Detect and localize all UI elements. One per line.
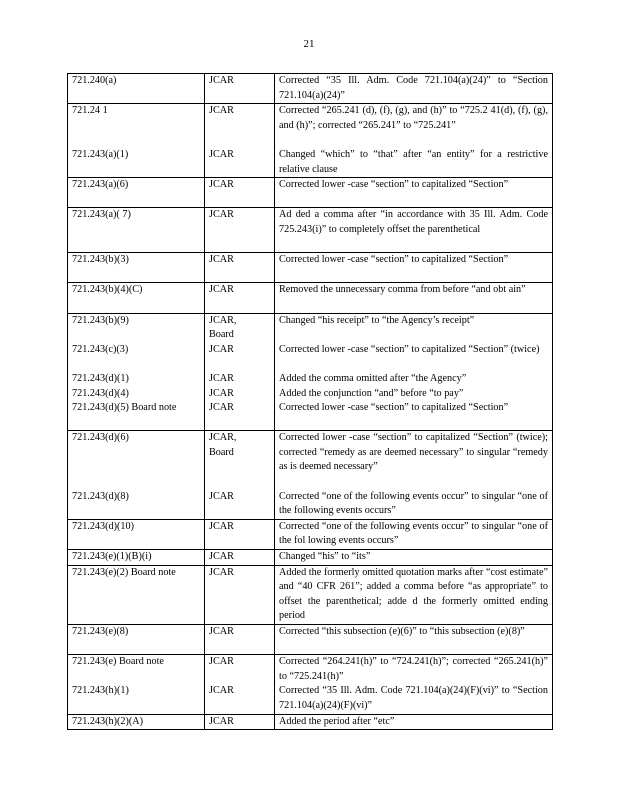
change-text: Corrected lower -case “section” to capitalized “Section” (twice) [279, 343, 540, 355]
section-cell [68, 313, 205, 431]
by-text: JCAR [209, 209, 234, 221]
agency-cell [205, 74, 275, 104]
by-text: JCAR [209, 75, 234, 86]
change-cell [275, 714, 553, 730]
table-row [68, 625, 553, 655]
section-cell [68, 519, 205, 549]
by-text: JCAR [209, 387, 234, 399]
change-text: Corrected “264.241(h)” to “724.241(h)”; corrected “265.241(h)” to “725.241(h)” [279, 656, 548, 682]
section-text: 721.243(a)( 7) [72, 209, 131, 221]
section-text: 721.243(h)(1) [72, 685, 129, 697]
section-text: 721.243(e) Board note [72, 656, 164, 668]
section-cell [68, 208, 205, 253]
section-cell [68, 565, 205, 624]
section-text: 721.243(b)(4)(C) [72, 284, 143, 296]
change-cell [275, 431, 553, 520]
change-cell [275, 565, 553, 624]
section-text: 721.243(e)(8) [72, 626, 129, 638]
by-text: JCAR [209, 490, 234, 502]
change-text: Corrected “this subsection (e)(6)” to “this subsection (e)(8)” [279, 626, 525, 638]
changes-table-body [68, 74, 553, 730]
by-text: JCAR [209, 148, 234, 160]
section-cell [68, 104, 205, 178]
section-text: 721.243(d)(8) [72, 490, 129, 502]
table-row [68, 208, 553, 253]
by-text: JCAR [209, 402, 234, 414]
change-cell [275, 550, 553, 566]
change-text: Corrected “35 Ill. Adm. Code 721.104(a)(24)(F)(vi)” to “Section 721.104(a)(24)(F)(vi)” [279, 685, 548, 711]
change-text: Corrected lower -case “section” to capitalized “Section” [279, 254, 509, 266]
section-text: 721.243(d)(5) Board note [72, 402, 177, 414]
section-cell [68, 714, 205, 730]
agency-cell [205, 253, 275, 283]
change-text: Corrected “one of the following events occur” to singular “one of the fol lowing events occurs” [279, 520, 548, 547]
table-row [68, 519, 553, 549]
section-text: 721.243(a)(6) [72, 179, 129, 191]
change-text: Corrected lower -case “section” to capitalized “Section” [279, 402, 509, 414]
change-cell [275, 655, 553, 714]
section-text: 721.243(e)(2) Board note [72, 566, 176, 578]
by-text: JCAR [209, 254, 234, 266]
section-cell [68, 655, 205, 714]
section-text: 721.24 1 [72, 105, 108, 117]
change-text: Corrected lower -case “section” to capitalized “Section” [279, 179, 509, 191]
change-cell [275, 74, 553, 104]
change-text: Changed “his receipt” to “the Agency’s receipt” [279, 314, 475, 326]
section-text: 721.243(a)(1) [72, 148, 129, 160]
section-cell [68, 550, 205, 566]
table-row [68, 550, 553, 566]
agency-cell [205, 431, 275, 520]
section-text: 721.243(h)(2)(A) [72, 715, 144, 727]
change-text: Changed “which” to “that” after “an entity” for a restrictive relative clause [279, 148, 548, 175]
section-text: 721.243(e)(1)(B)(i) [72, 551, 152, 563]
section-text: 721.243(c)(3) [72, 343, 129, 355]
section-cell [68, 625, 205, 655]
agency-cell [205, 208, 275, 253]
page-number: 21 [303, 38, 315, 50]
change-cell [275, 283, 553, 313]
by-text: JCAR, Board [209, 314, 237, 341]
section-text: 721.240(a) [72, 75, 117, 86]
change-text: Corrected “one of the following events occur” to singular “one of the following events occurs” [279, 490, 548, 517]
change-text: Removed the unnecessary comma from before “and obt ain” [279, 284, 526, 296]
change-text: Corrected lower -case “section” to capitalized “Section” (twice); corrected “remedy as are deemed necessary” to singular “remedy as is deemed necessary” [279, 432, 548, 473]
by-text: JCAR [209, 566, 234, 578]
by-text: JCAR [209, 656, 234, 668]
section-cell [68, 431, 205, 520]
agency-cell [205, 519, 275, 549]
section-text: 721.243(d)(6) [72, 432, 129, 444]
table-row [68, 655, 553, 714]
change-text: Corrected “35 Ill. Adm. Code 721.104(a)(24)” to “Section 721.104(a)(24)” [279, 75, 548, 101]
change-cell [275, 313, 553, 431]
agency-cell [205, 313, 275, 431]
change-text: Added the comma omitted after “the Agency” [279, 372, 467, 384]
by-text: JCAR [209, 626, 234, 638]
change-text: Changed “his” to “its” [279, 551, 371, 563]
by-text: JCAR [209, 685, 234, 697]
change-text: Ad ded a comma after “in accordance with 35 Ill. Adm. Code 725.243(i)” to completely offset the parenthetical [279, 209, 548, 235]
section-cell [68, 74, 205, 104]
change-cell [275, 519, 553, 549]
agency-cell [205, 550, 275, 566]
section-cell [68, 283, 205, 313]
change-cell [275, 178, 553, 208]
change-text: Corrected “265.241 (d), (f), (g), and (h)” to “725.2 41(d), (f), (g), and (h)”; corrected “265.241” to “725.241” [279, 105, 548, 131]
table-row [68, 74, 553, 104]
by-text: JCAR [209, 520, 234, 532]
change-text: Added the formerly omitted quotation marks after “cost estimate” and “40 CFR 261”; added a comma before “as appropriate” to offset the parenthetical; adde d the formerly omitted ending period [279, 566, 548, 622]
table-row [68, 178, 553, 208]
agency-cell [205, 178, 275, 208]
change-text: Added the conjunction “and” before “to pay” [279, 387, 464, 399]
section-text: 721.243(b)(3) [72, 254, 129, 266]
agency-cell [205, 625, 275, 655]
change-cell [275, 208, 553, 253]
agency-cell [205, 655, 275, 714]
table-row [68, 104, 553, 178]
by-text: JCAR [209, 284, 234, 296]
agency-cell [205, 714, 275, 730]
agency-cell [205, 104, 275, 178]
by-text: JCAR, Board [209, 432, 237, 458]
change-text: Added the period after “etc” [279, 715, 395, 727]
table-row [68, 283, 553, 313]
change-cell [275, 104, 553, 178]
change-cell [275, 253, 553, 283]
section-cell [68, 178, 205, 208]
by-text: JCAR [209, 105, 234, 117]
section-text: 721.243(d)(10) [72, 520, 134, 532]
section-text: 721.243(b)(9) [72, 314, 129, 326]
by-text: JCAR [209, 179, 234, 191]
section-text: 721.243(d)(4) [72, 387, 129, 399]
section-cell [68, 253, 205, 283]
table-row [68, 431, 553, 520]
agency-cell [205, 283, 275, 313]
by-text: JCAR [209, 551, 234, 563]
table-row [68, 565, 553, 624]
table-row [68, 313, 553, 431]
table-row [68, 714, 553, 730]
by-text: JCAR [209, 372, 234, 384]
table-row [68, 253, 553, 283]
by-text: JCAR [209, 343, 234, 355]
by-text: JCAR [209, 715, 234, 727]
agency-cell [205, 565, 275, 624]
change-cell [275, 625, 553, 655]
section-text: 721.243(d)(1) [72, 372, 129, 384]
changes-table [67, 73, 553, 730]
